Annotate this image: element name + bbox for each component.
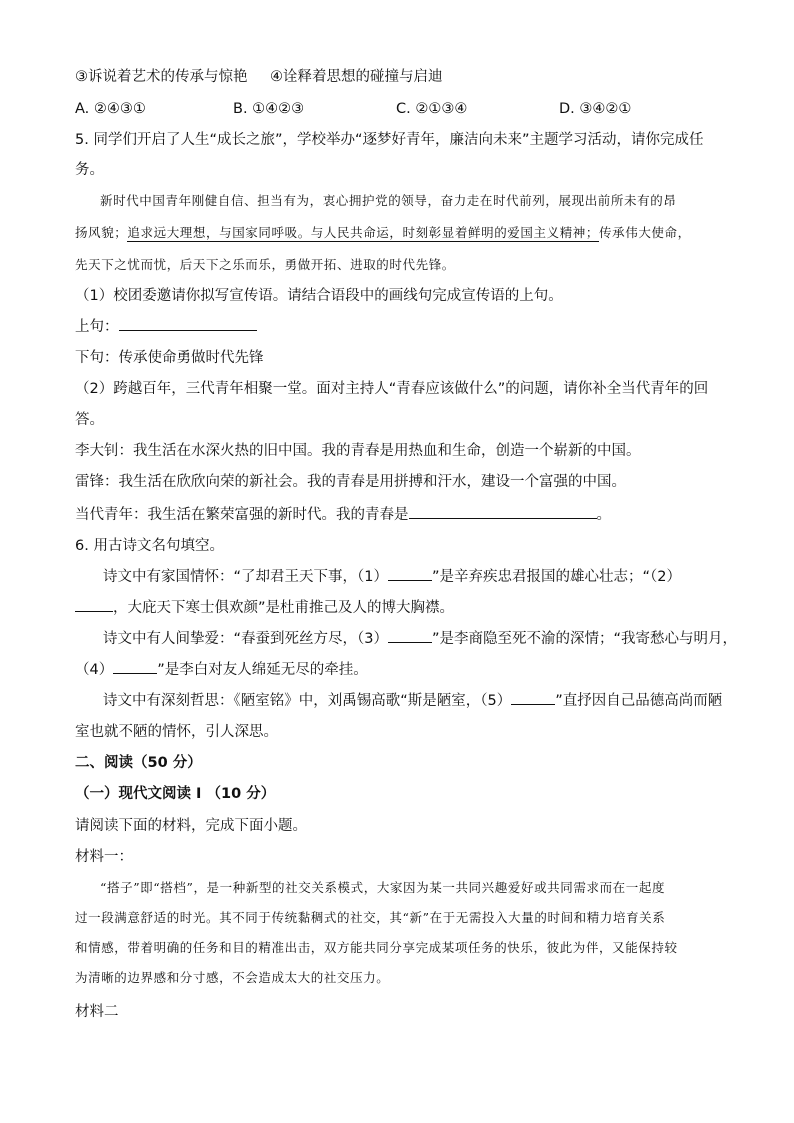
- q6-blank-5[interactable]: [511, 690, 555, 705]
- q5-sub1: （1）校团委邀请你拟写宣传语。请结合语段中的画线句完成宣传语的上句。: [75, 288, 563, 304]
- q5-sub2-line1: （2）跨越百年，三代青年相聚一堂。面对主持人“青春应该做什么”的问题，请你补全当代青年的回: [75, 381, 709, 397]
- q5-passage-line2: [75, 222, 691, 244]
- option-a: A. ②④③①: [75, 101, 146, 117]
- q5-upper-blank[interactable]: [119, 316, 257, 331]
- material1-line1: “搭子”即“搭档”，是一种新型的社交关系模式，大家因为某一共同兴趣爱好或共同需求而在一起度: [100, 880, 666, 895]
- q6-p2-a: 诗文中有人间挚爱：“春蚕到死丝方尽，（3）: [103, 631, 388, 647]
- q5-sub2-line2: 答。: [75, 412, 104, 428]
- q5-passage-line2-post: 传承伟大使命，: [599, 225, 691, 240]
- q5-lei-feng: 雷锋：我生活在欣欣向荣的新社会。我的青春是用拼搏和汗水，建设一个富强的中国。: [75, 474, 626, 490]
- q5-passage-line1: 新时代中国青年刚健自信、担当有为，衷心拥护党的领导，奋力走在时代前列，展现出前所未有的昂: [100, 193, 677, 208]
- option-c: C. ②①③④: [396, 101, 468, 117]
- q5-upper-line: [75, 316, 257, 338]
- q6-p2-c: （4）: [75, 662, 114, 678]
- q6-p2-d: ”是李白对友人绵延无尽的牵挂。: [157, 662, 368, 678]
- q5-li-dazhao: 李大钊：我生活在水深火热的旧中国。我的青春是用热血和生命，创造一个崭新的中国。: [75, 443, 641, 459]
- q6-p1-line1: [103, 566, 681, 588]
- q6-blank-4[interactable]: [113, 659, 157, 674]
- q5-contemporary-pre: 当代青年：我生活在繁荣富强的新时代。我的青春是: [75, 507, 409, 523]
- q5-passage-line2-pre: 扬风貌；: [75, 225, 128, 240]
- q6-p2-line2: [75, 659, 368, 681]
- q6-blank-1[interactable]: [388, 566, 432, 581]
- q6-p3-line1: [103, 690, 722, 712]
- q5-underlined-sentence: 追求远大理想，与国家同呼吸。与人民共命运，时刻彰显着鲜明的爱国主义精神；: [127, 225, 600, 240]
- q6-p2-line1: [103, 628, 737, 650]
- sentence-item-3: ③诉说着艺术的传承与惊艳: [75, 69, 248, 85]
- q5-stem-line2: 务。: [75, 162, 104, 178]
- q5-upper-label: 上句：: [75, 319, 119, 335]
- q6-p1-b: ”是辛弃疾忠君报国的雄心壮志；“（2）: [432, 569, 681, 585]
- material1-line3: 和情感，带着明确的任务和目的精准出击，双方能共同分享完成某项任务的快乐，彼此为伴，又能保持较: [75, 940, 678, 955]
- option-d: D. ③④②①: [559, 101, 632, 117]
- material1-line4: 为清晰的边界感和分寸感，不会造成太大的社交压力。: [75, 970, 390, 985]
- material1-label: 材料一：: [75, 849, 133, 865]
- q6-p1-a: 诗文中有家国情怀：“了却君王天下事，（1）: [103, 569, 388, 585]
- q6-p1-line2: [75, 597, 454, 619]
- q6-blank-3[interactable]: [388, 628, 432, 643]
- material2-label: 材料二: [75, 1004, 119, 1020]
- q5-passage-line3: 先天下之忧而忧，后天下之乐而乐，勇做开拓、进取的时代先锋。: [75, 257, 455, 272]
- q5-contemporary-blank[interactable]: [409, 504, 597, 519]
- q6-p3-a: 诗文中有深刻哲思：《陋室铭》中，刘禹锡高歌“斯是陋室，（5）: [103, 693, 512, 709]
- sentence-item-4: ④诠释着思想的碰撞与启迪: [270, 69, 443, 85]
- q5-lower-line: 下句：传承使命勇做时代先锋: [75, 350, 264, 366]
- section2-instruction: 请阅读下面的材料，完成下面小题。: [75, 818, 307, 834]
- option-b: B. ①④②③: [233, 101, 305, 117]
- q5-contemporary-line: [75, 504, 611, 526]
- material1-line2: 过一段满意舒适的时光。其不同于传统黏稠式的社交，其“新”在于无需投入大量的时间和精力培育关系: [75, 910, 666, 925]
- q5-stem-line1: 5. 同学们开启了人生“成长之旅”，学校举办“逐梦好青年，廉洁向未来”主题学习活动，请你完成任: [75, 132, 704, 148]
- q6-p1-c: ，大庇天下寒士俱欢颜”是杜甫推己及人的博大胸襟。: [113, 600, 455, 616]
- q6-p3-b: ”直抒因自己品德高尚而陋: [555, 693, 723, 709]
- section2-title: 二、阅读（50 分）: [75, 755, 202, 771]
- q6-blank-2[interactable]: [75, 597, 113, 612]
- q5-contemporary-post: 。: [596, 507, 611, 523]
- section2-subtitle: （一）现代文阅读 I （10 分）: [75, 786, 276, 802]
- q6-stem: 6. 用古诗文名句填空。: [75, 538, 224, 554]
- q6-p2-b: ”是李商隐至死不渝的深情；“我寄愁心与明月，: [432, 631, 738, 647]
- q6-p3-line2: 室也就不陋的情怀，引人深思。: [75, 724, 278, 740]
